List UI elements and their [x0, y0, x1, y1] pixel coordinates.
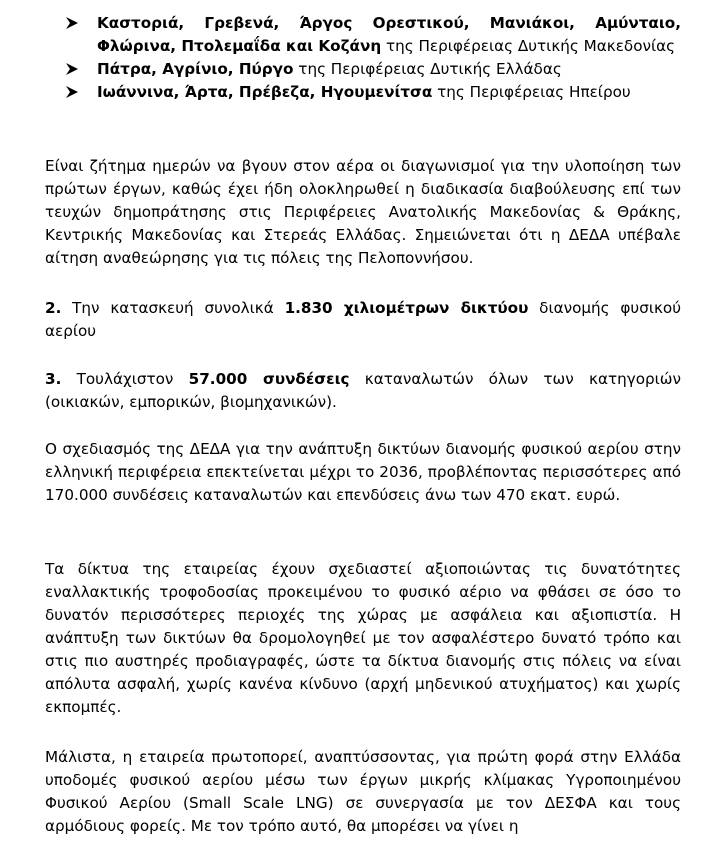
point-text: διανομής φυσικού αερίου	[45, 299, 682, 340]
paragraph-network-safety: Τα δίκτυα της εταιρείας έχουν σχεδιαστεί αξιοποιώντας τις δυνατότητες εναλλακτικής τροφοδοσίας προκειμένου το φυσικό αέριο να φθάσει σε όσο το δυνατόν περισσότερες περιοχές της χώρας με ασφάλεια και αξιοπιστία. Η ανάπτυξη των δικτύων θα δρομολογηθεί με τον ασφαλέστερο δυνατό τρόπο και στις πιο αυστηρές προδιαγραφές, ώστε τα δίκτυα διανομής στις πόλεις να είναι απόλυτα ασφαλή, χωρίς κανένα κίνδυνο (αρχή μηδενικού ατυχήματος) και χωρίς εκπομπές.	[45, 560, 681, 716]
city-names: Ιωάννινα, Άρτα, Πρέβεζα, Ηγουμενίτσα	[97, 83, 433, 101]
arrow-bullet-icon	[65, 58, 83, 81]
paragraph-point-2	[45, 297, 681, 343]
paragraph-small-scale-lng: Μάλιστα, η εταιρεία πρωτοπορεί, αναπτύσσοντας, για πρώτη φορά στην Ελλάδα υποδομές φυσικού αερίου μέσω των έργων μικρής κλίμακας Υγροποιημένου Φυσικού Αερίου (Small Scale LNG) σε συνεργασία με τον ΔΕΣΦΑ και τους αρμόδιους φορείς. Με τον τρόπο αυτό, θα μπορέσει να γίνει η	[45, 748, 681, 835]
list-item-western-macedonia	[45, 12, 681, 58]
list-item-western-greece	[45, 58, 681, 81]
region-name: της Περιφέρειας Δυτικής Ελλάδας	[293, 60, 562, 78]
city-names: Καστοριά, Γρεβενά, Άργος Ορεστικού, Μανιάκοι, Αμύνταιο, Φλώρινα, Πτολεμαΐδα και Κοζάνη	[97, 14, 681, 55]
arrow-bullet-icon	[65, 12, 83, 35]
list-item-epirus	[45, 81, 681, 104]
paragraph-tenders: Είναι ζήτημα ημερών να βγουν στον αέρα οι διαγωνισμοί για την υλοποίηση των πρώτων έργων, καθώς έχει ήδη ολοκληρωθεί η διαδικασία διαβούλευσης επί των τευχών δημοπράτησης στις Περιφέρειες Ανατολικής Μακεδονίας & Θράκης, Κεντρικής Μακεδονίας και Στερεάς Ελλάδας. Σημειώνεται ότι η ΔΕΔΑ υπέβαλε αίτηση αναθεώρησης για τις πόλεις της Πελοποννήσου.	[45, 157, 681, 267]
paragraph-planning: Ο σχεδιασμός της ΔΕΔΑ για την ανάπτυξη δικτύων διανομής φυσικού αερίου στην ελληνική περιφέρεια επεκτείνεται μέχρι το 2036, προβλέποντας περισσότερες από 170.000 συνδέσεις καταναλωτών και επενδύσεις άνω των 470 εκατ. ευρώ.	[45, 440, 681, 504]
point-text: Την κατασκευή συνολικά	[61, 299, 285, 317]
region-name: της Περιφέρειας Ηπείρου	[432, 83, 631, 101]
point-text: καταναλωτών όλων των κατηγοριών (οικιακών, εμπορικών, βιομηχανικών).	[45, 370, 682, 411]
region-list	[45, 12, 681, 104]
point-text: Τουλάχιστον	[61, 370, 189, 388]
point-highlight: 57.000 συνδέσεις	[188, 370, 350, 388]
document-page	[45, 0, 682, 835]
arrow-bullet-icon	[65, 81, 83, 104]
paragraph-point-3	[45, 368, 681, 414]
point-number: 3.	[45, 370, 62, 388]
city-names: Πάτρα, Αγρίνιο, Πύργο	[97, 60, 294, 78]
point-highlight: 1.830 χιλιομέτρων δικτύου	[284, 299, 529, 317]
region-name: της Περιφέρειας Δυτικής Μακεδονίας	[381, 37, 676, 55]
point-number: 2.	[45, 299, 62, 317]
